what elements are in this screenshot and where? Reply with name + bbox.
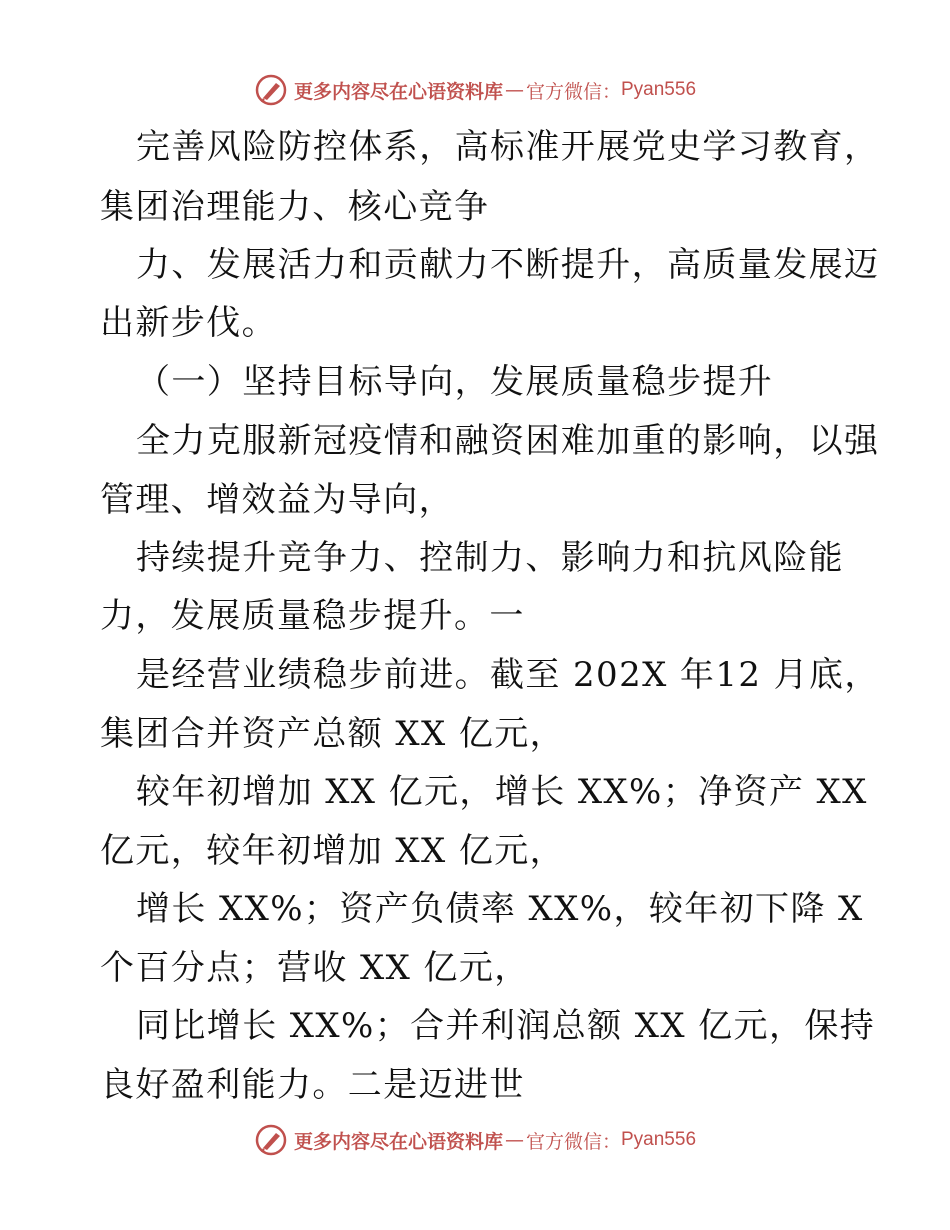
body-line-8: 持续提升竞争力、控制力、影响力和抗风险能	[136, 538, 844, 578]
body-line-12: 较年初增加 XX 亿元，增长 XX%；净资产 XX	[136, 772, 868, 812]
body-line-7: 管理、增效益为导向，	[100, 480, 454, 520]
pen-logo-icon	[254, 73, 288, 107]
pen-logo-icon	[254, 1123, 288, 1157]
watermark-wechat-label: 官方微信：	[525, 80, 621, 103]
body-line-4: 出新步伐。	[100, 303, 277, 343]
body-line-3: 力、发展活力和贡献力不断提升，高质量发展迈	[136, 245, 880, 285]
watermark-brand: 更多内容尽在心语资料库	[293, 1130, 503, 1153]
watermark-brand: 更多内容尽在心语资料库	[293, 80, 503, 103]
section-heading: （一）坚持目标导向，发展质量稳步提升	[136, 362, 774, 402]
watermark-wechat-label: 官方微信：	[525, 1130, 621, 1153]
watermark-wechat-id: Pyan556	[621, 1129, 697, 1150]
header-watermark	[0, 70, 950, 110]
body-line-1: 完善风险防控体系，高标准开展党史学习教育，	[136, 127, 880, 167]
body-line-11: 集团合并资产总额 XX 亿元，	[100, 714, 566, 754]
body-line-10: 是经营业绩稳步前进。截至 202X 年12 月底，	[136, 655, 880, 695]
body-line-15: 个百分点；营收 XX 亿元，	[100, 948, 530, 988]
body-line-2: 集团治理能力、核心竞争	[100, 187, 490, 227]
body-line-16: 同比增长 XX%；合并利润总额 XX 亿元，保持	[136, 1006, 876, 1046]
watermark-separator: —	[504, 79, 524, 101]
body-line-14: 增长 XX%；资产负债率 XX%，较年初下降 X	[136, 889, 864, 929]
watermark-wechat-id: Pyan556	[621, 79, 697, 100]
body-line-17: 良好盈利能力。二是迈进世	[100, 1065, 525, 1105]
watermark-separator: —	[504, 1129, 524, 1151]
body-line-6: 全力克服新冠疫情和融资困难加重的影响，以强	[136, 421, 880, 461]
body-line-13: 亿元，较年初增加 XX 亿元，	[100, 831, 566, 871]
footer-watermark	[0, 1120, 950, 1160]
body-line-9: 力，发展质量稳步提升。一	[100, 596, 525, 636]
